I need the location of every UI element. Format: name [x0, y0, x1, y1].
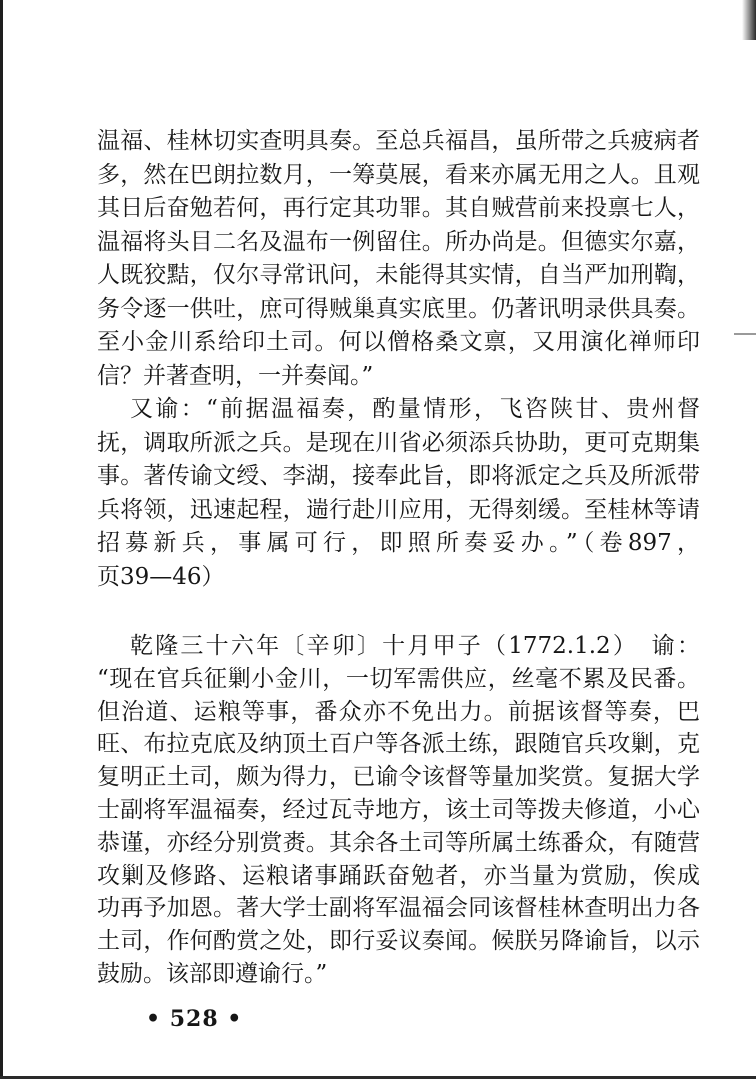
scan-edge-corner [742, 0, 756, 40]
text-line: 温福将头目二名及温布一例留住。所办尚是。但德实尔嘉， [97, 228, 700, 255]
text-line: 招募新兵，事属可行，即照所奏妥办。”（卷897， [97, 530, 700, 556]
text-line: 恭谨，亦经分别赏赉。其余各土司等所属土练番众，有随营 [97, 829, 700, 856]
scan-edge-mark [734, 333, 756, 335]
text-line: 复明正土司，颇为得力，已谕令该督等量加奖赏。复据大学 [97, 764, 700, 791]
text-line: 页39—46） [97, 563, 225, 590]
text-line: 事。著传谕文绶、李湖，接奉此旨，即将派定之兵及所派带 [97, 463, 700, 489]
text-line: 士副将军温福奏，经过瓦寺地方，该土司等拨夫修道，小心 [97, 796, 700, 823]
text-line: 乾隆三十六年〔辛卯〕十月甲子（1772.1.2） 谕： [130, 633, 700, 659]
text-line: “现在官兵征剿小金川，一切军需供应，丝毫不累及民番。 [97, 665, 700, 692]
text-block-lower [97, 630, 700, 991]
text-line: 但治道、运粮等事，番众亦不免出力。前据该督等奏，巴 [97, 698, 700, 725]
text-line: 旺、布拉克底及纳顶土百户等各派土练，跟随官兵攻剿，克 [97, 731, 700, 758]
text-line: 其日后奋勉若何，再行定其功罪。其自贼营前来投禀七人， [97, 195, 700, 221]
text-line: 兵将领，迅速起程，遄行赴川应用，无得刻缓。至桂林等请 [97, 496, 700, 523]
text-line: 功再予加恩。著大学士副将军温福会同该督桂林查明出力各 [97, 895, 700, 922]
text-line: 又谕：“前据温福奏，酌量情形，飞咨陕甘、贵州督 [130, 396, 700, 422]
text-line: 抚，调取所派之兵。是现在川省必须添兵协助，更可克期集 [97, 429, 700, 456]
text-line: 温福、桂林切实查明具奏。至总兵福昌，虽所带之兵疲病者 [97, 128, 700, 154]
text-line: 务令逐一供吐，庶可得贼巢真实底里。仍著讯明录供具奏。 [97, 295, 700, 322]
text-line: 至小金川系给印土司。何以僧格桑文禀，又用演化禅师印 [97, 329, 700, 355]
text-line: 人既狡黠，仅尔寻常讯问，未能得其实情，自当严加刑鞫， [97, 262, 700, 288]
text-line: 信？并著查明，一并奏闻。” [97, 362, 374, 389]
text-line: 土司，作何酌赏之处，即行妥议奏闻。候朕另降谕旨，以示 [97, 928, 700, 955]
text-line: 鼓励。该部即遵谕行。” [97, 960, 328, 987]
page-number: • 528 • [146, 1006, 243, 1032]
scan-edge-left [0, 0, 3, 1079]
text-line: 攻剿及修路、运粮诸事踊跃奋勉者，亦当量为赏励，俟成 [97, 862, 700, 889]
text-line: 多，然在巴朗拉数月，一筹莫展，看来亦属无用之人。且观 [97, 161, 700, 188]
text-block-upper [97, 125, 700, 594]
